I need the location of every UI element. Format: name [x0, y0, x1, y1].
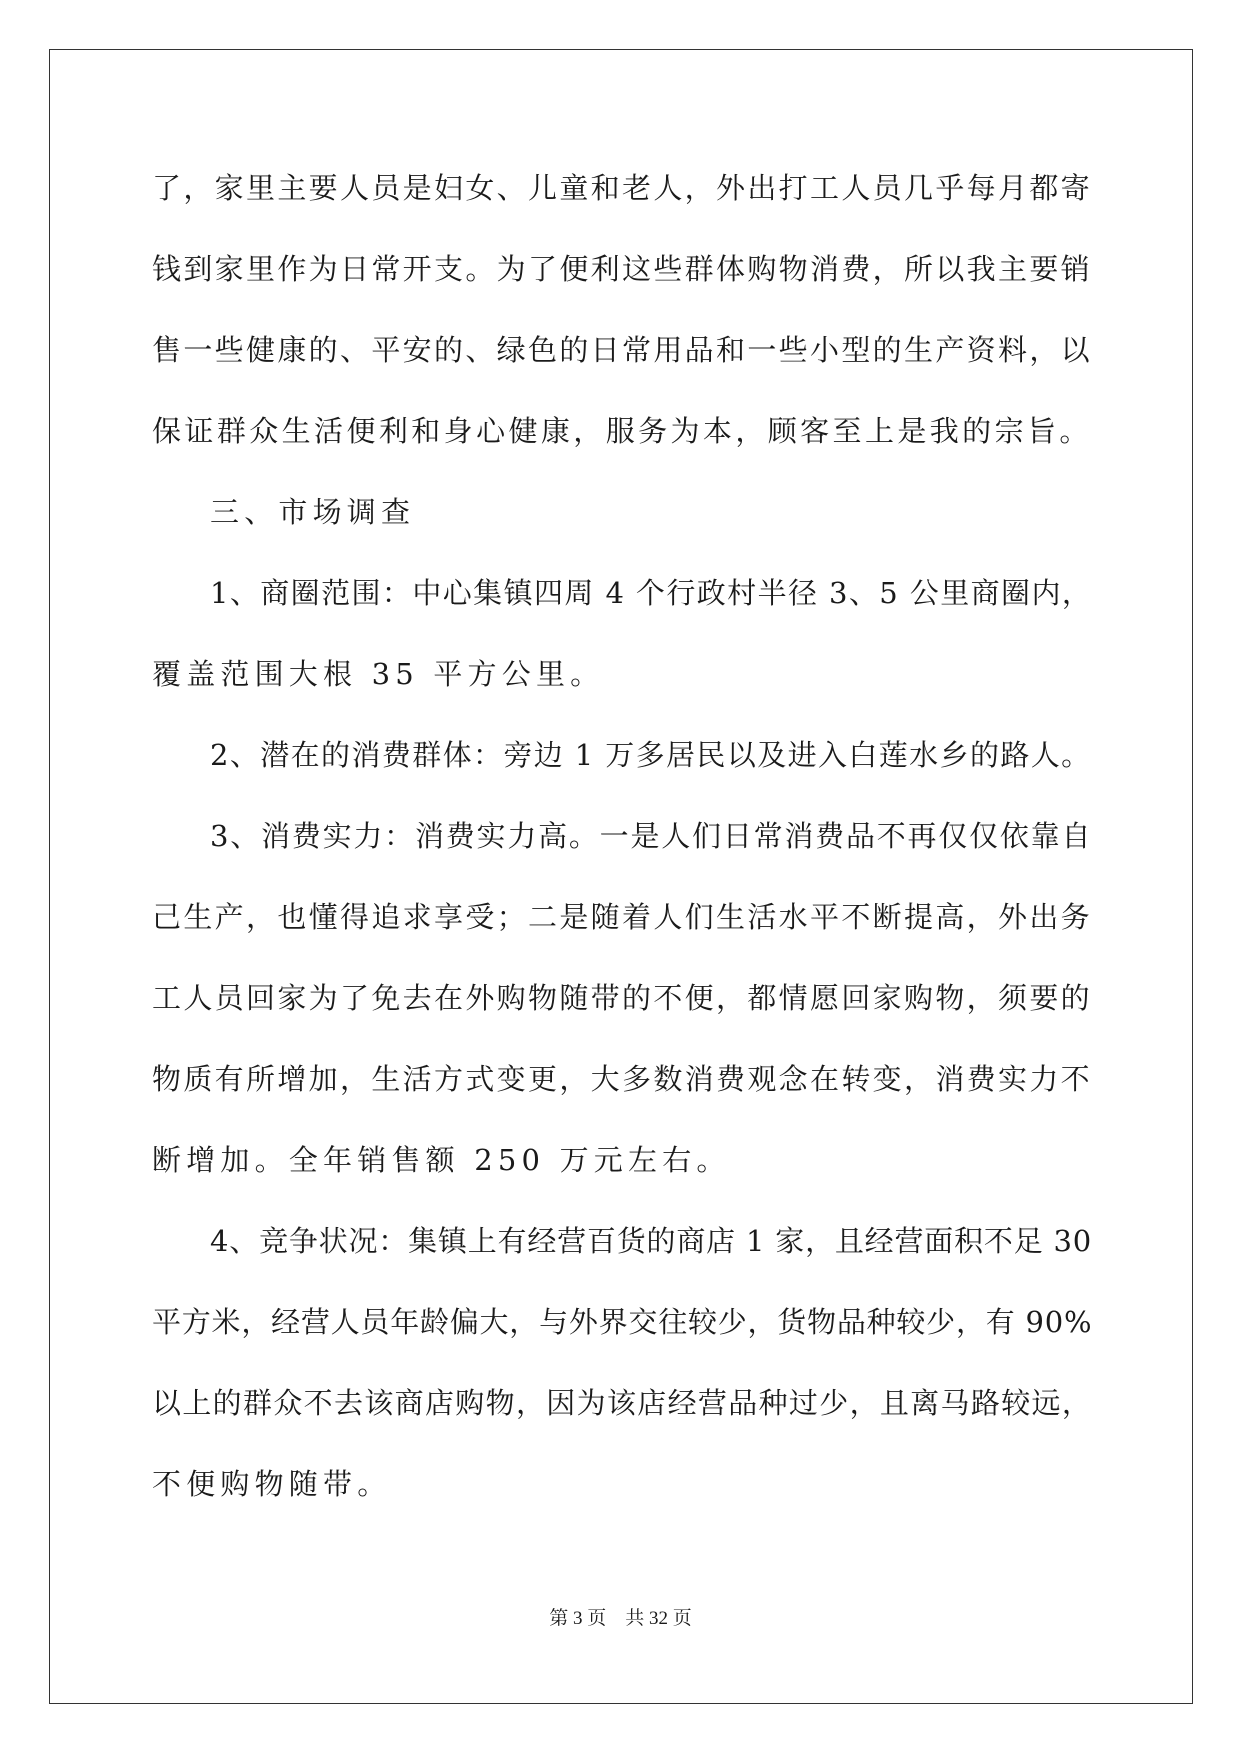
paragraph-line: 覆盖范围大根 35 平方公里。 — [152, 657, 605, 691]
paragraph-line: 工人员回家为了免去在外购物随带的不便，都情愿回家购物，须要的 — [152, 981, 1093, 1015]
paragraph-line: 2、潜在的消费群体：旁边 1 万多居民以及进入白莲水乡的路人。 — [210, 738, 1092, 772]
paragraph-line: 断增加。全年销售额 250 万元左右。 — [152, 1143, 731, 1177]
paragraph-line: 售一些健康的、平安的、绿色的日常用品和一些小型的生产资料，以 — [152, 333, 1093, 367]
page-number-footer: 第 3 页 共 32 页 — [549, 1608, 692, 1629]
paragraph-line: 了，家里主要人员是妇女、儿童和老人，外出打工人员几乎每月都寄 — [152, 171, 1093, 205]
section-heading: 三、市场调查 — [210, 495, 416, 529]
paragraph-line: 己生产，也懂得追求享受；二是随着人们生活水平不断提高，外出务 — [152, 900, 1093, 934]
paragraph-line: 保证群众生活便利和身心健康，服务为本，顾客至上是我的宗旨。 — [152, 414, 1092, 448]
paragraph-line: 物质有所增加，生活方式变更，大多数消费观念在转变，消费实力不 — [152, 1062, 1093, 1096]
page-border — [49, 49, 1193, 1704]
paragraph-line: 1、商圈范围：中心集镇四周 4 个行政村半径 3、5 公里商圈内， — [210, 576, 1093, 610]
paragraph-line: 3、消费实力：消费实力高。一是人们日常消费品不再仅仅依靠自 — [210, 819, 1093, 853]
paragraph-line: 平方米，经营人员年龄偏大，与外界交往较少，货物品种较少，有 90% — [152, 1305, 1093, 1339]
paragraph-line: 钱到家里作为日常开支。为了便利这些群体购物消费，所以我主要销 — [152, 252, 1093, 286]
paragraph-line: 不便购物随带。 — [152, 1467, 392, 1501]
paragraph-line: 4、竞争状况：集镇上有经营百货的商店 1 家，且经营面积不足 30 — [210, 1224, 1093, 1258]
paragraph-line: 以上的群众不去该商店购物，因为该店经营品种过少，且离马路较远， — [152, 1386, 1093, 1420]
